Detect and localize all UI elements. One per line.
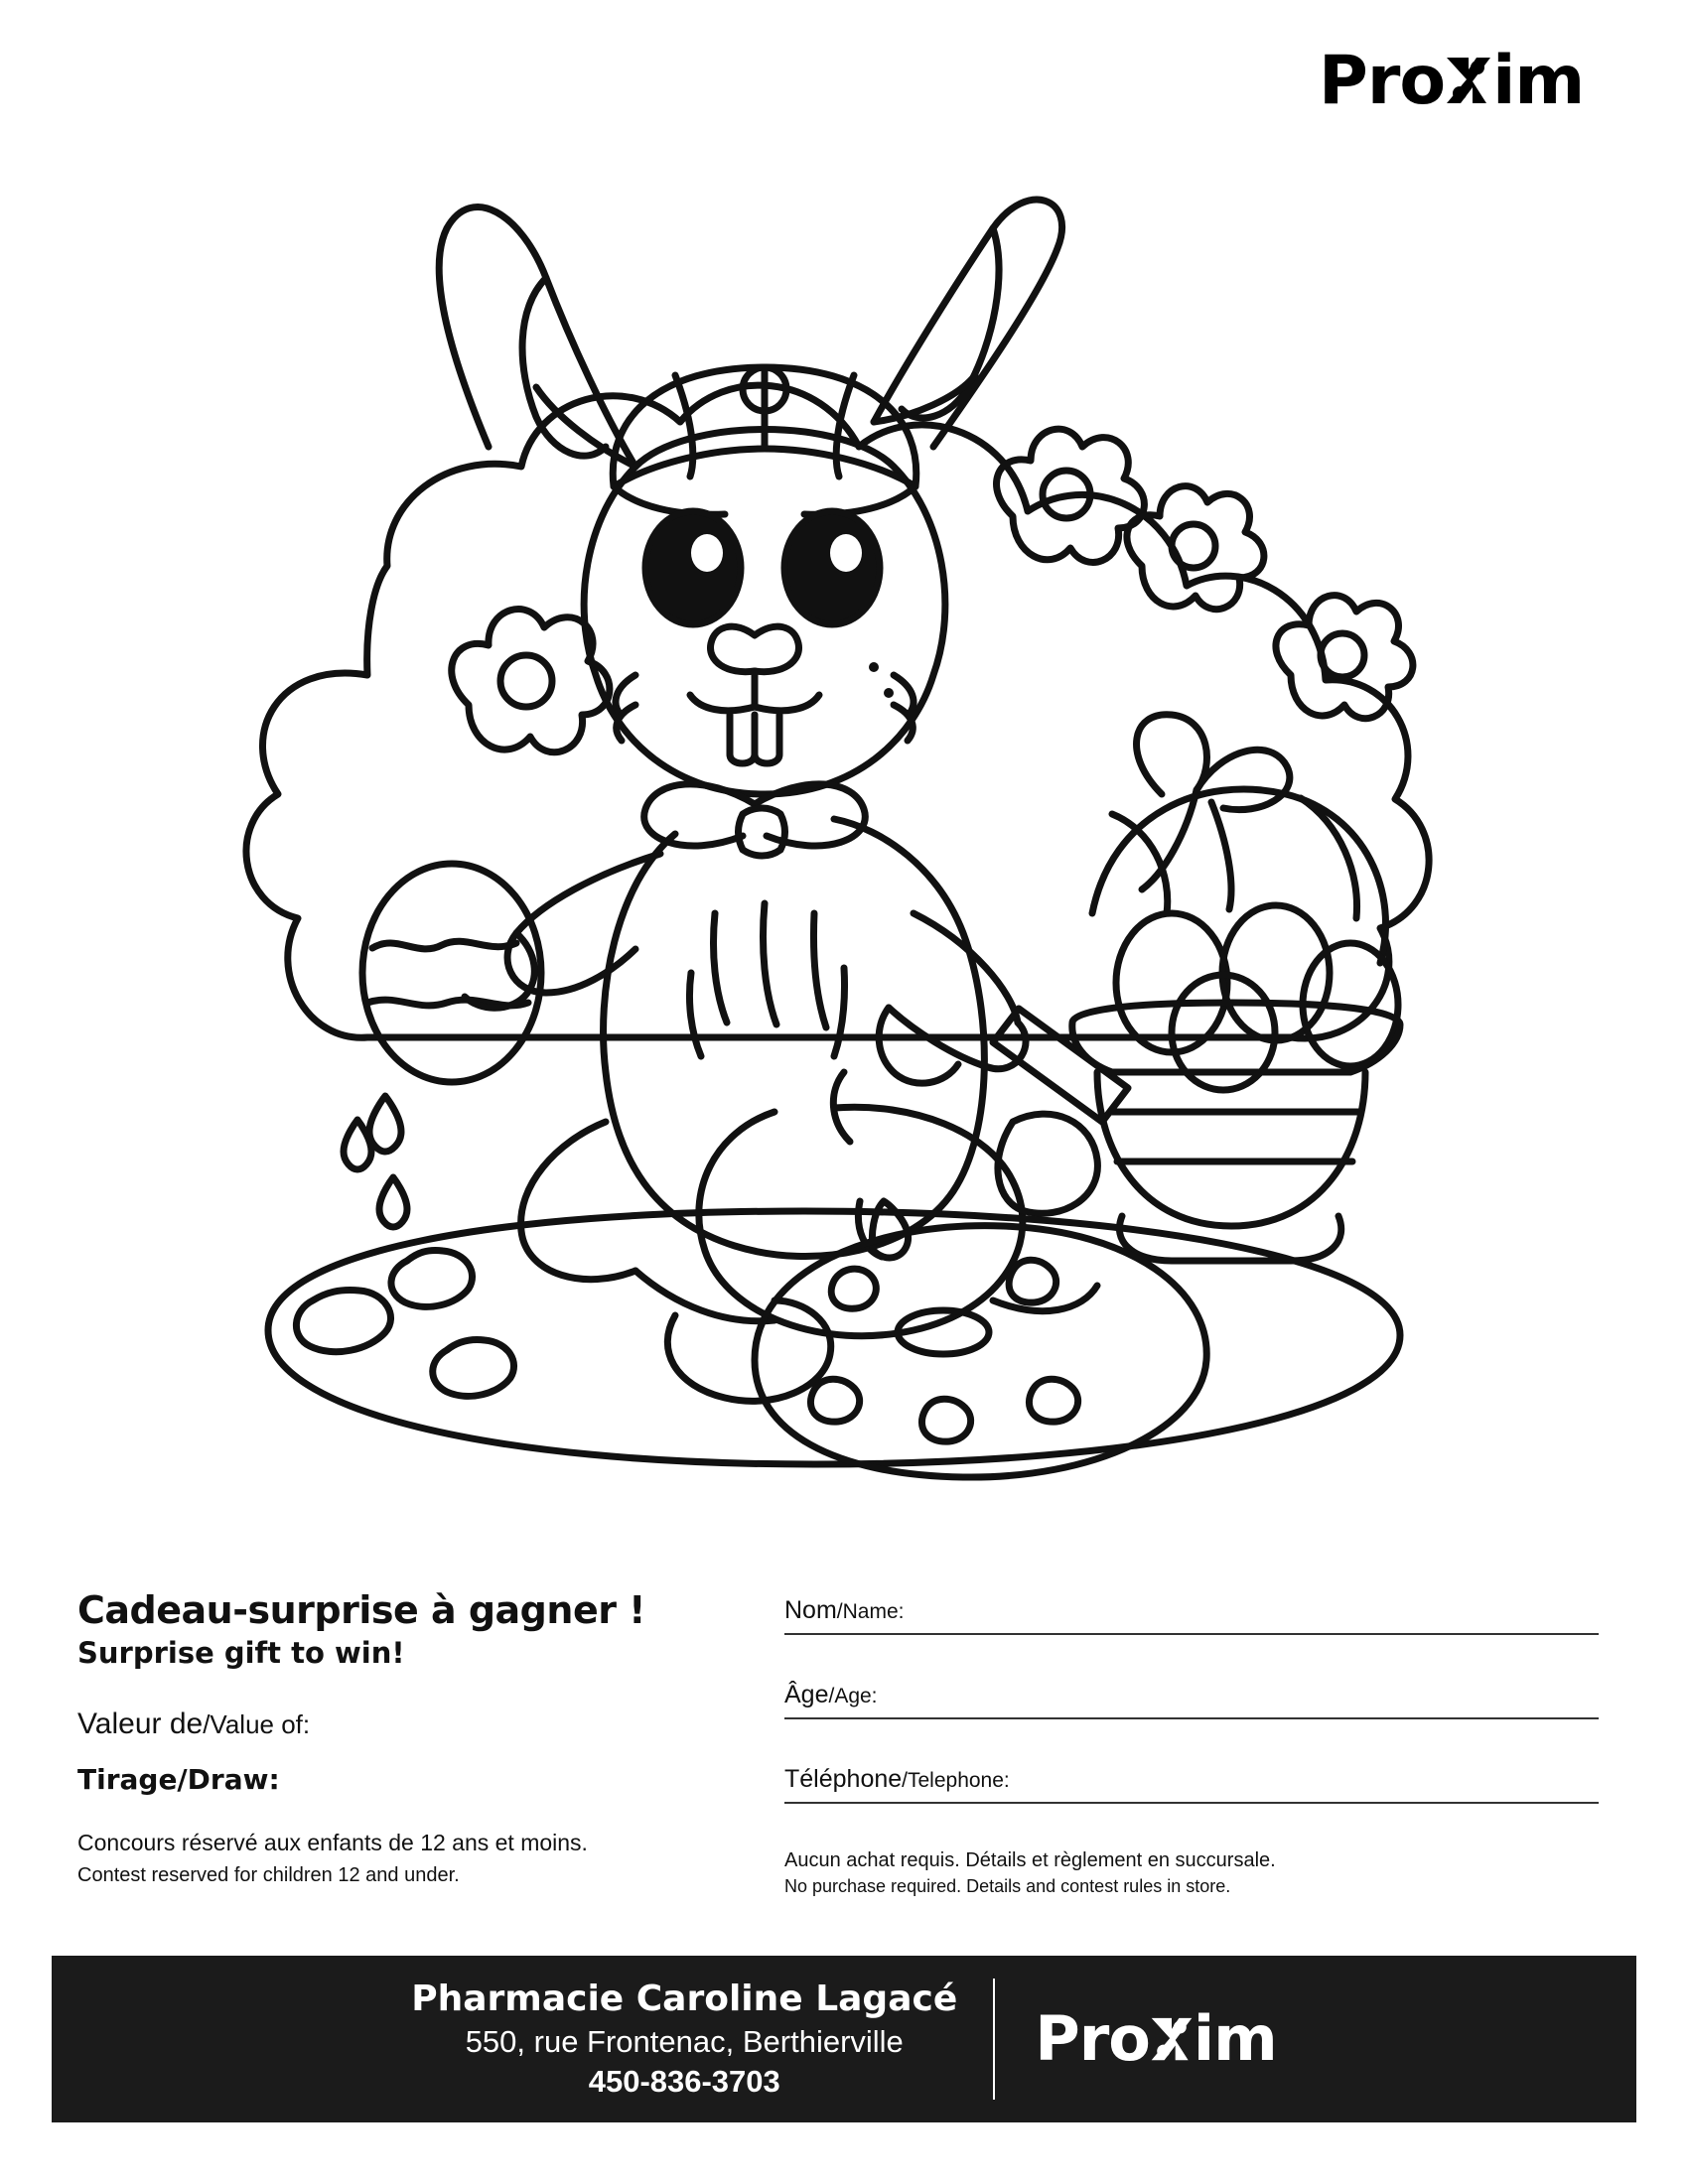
footer-content [411, 1979, 1277, 2100]
prize-value-label-fr: Valeur de [77, 1707, 204, 1740]
contest-rules-fr: Concours réservé aux enfants de 12 ans et moins. [77, 1830, 588, 1855]
field-telephone-label [784, 1765, 1010, 1800]
bunny-scene-svg [119, 119, 1529, 1588]
field-telephone-input[interactable] [784, 1802, 1599, 1804]
pharmacy-details [411, 1979, 995, 2100]
field-age-label [784, 1681, 878, 1715]
field-name-label-fr: Nom [784, 1596, 837, 1624]
proxim-wordmark [1319, 42, 1617, 120]
proxim-logo-header [1319, 42, 1617, 127]
contest-rules-en: Contest reserved for children 12 and under. [77, 1864, 460, 1886]
field-age-label-en: /Age: [828, 1685, 878, 1707]
field-telephone-label-en: /Telephone: [902, 1769, 1010, 1792]
proxim-wordmark-footer [1035, 2002, 1277, 2075]
pharmacy-phone[interactable]: 450-836-3703 [588, 2063, 780, 2099]
field-telephone-label-fr: Téléphone [784, 1765, 903, 1793]
contest-title-en: Surprise gift to win! [77, 1636, 405, 1670]
entry-form [784, 1596, 1599, 1897]
field-name-input[interactable] [784, 1633, 1599, 1635]
pharmacy-footer-bar [52, 1956, 1636, 2122]
contest-info-block [77, 1588, 733, 1887]
coloring-illustration [119, 119, 1529, 1588]
pharmacy-name: Pharmacie Caroline Lagacé [411, 1979, 958, 2020]
prize-value-line [77, 1707, 733, 1741]
proxim-text-pro-footer: Pro [1035, 2002, 1150, 2075]
purchase-disclaimer-fr: Aucun achat requis. Détails et règlement en succursale. [784, 1849, 1276, 1871]
field-age-input[interactable] [784, 1717, 1599, 1719]
prize-value-label-en: /Value of: [203, 1709, 311, 1739]
field-age-label-fr: Âge [784, 1681, 829, 1708]
pharmacy-address: 550, rue Frontenac, Berthierville [465, 2023, 904, 2059]
proxim-logo-footer [1035, 2002, 1277, 2075]
field-age[interactable] [784, 1681, 1599, 1719]
contest-title-fr: Cadeau-surprise à gagner ! [77, 1588, 646, 1632]
purchase-disclaimer [784, 1849, 1599, 1897]
draw-date-label: Tirage/Draw: [77, 1763, 280, 1796]
proxim-text-pro: Pro [1319, 42, 1446, 120]
field-name-label [784, 1596, 904, 1631]
proxim-text-im-footer: im [1193, 2002, 1277, 2075]
purchase-disclaimer-en: No purchase required. Details and contest rules in store. [784, 1876, 1231, 1896]
proxim-text-im: im [1492, 42, 1585, 120]
field-name[interactable] [784, 1596, 1599, 1635]
proxim-butterfly-x-icon [1443, 48, 1494, 103]
field-telephone[interactable] [784, 1765, 1599, 1804]
proxim-butterfly-x-icon-footer [1148, 2008, 1196, 2060]
field-name-label-en: /Name: [836, 1600, 905, 1623]
